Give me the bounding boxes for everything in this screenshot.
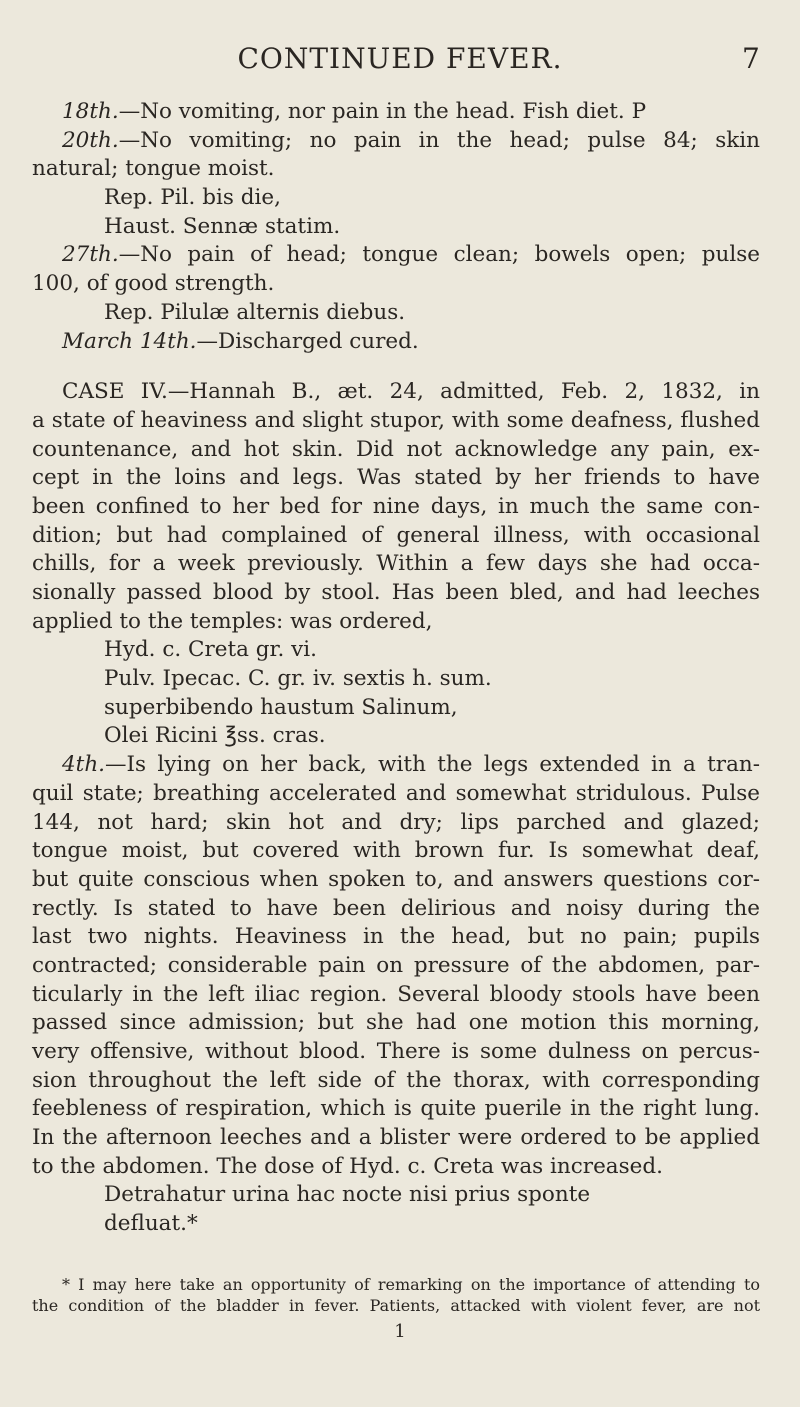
text-line	[32, 464, 760, 493]
line-text: 144, not hard; skin hot and dry; lips parched and glazed;	[32, 809, 760, 835]
text-line	[32, 1095, 760, 1124]
paragraph	[32, 299, 760, 328]
entry-date: 18th.	[62, 99, 119, 124]
paragraph	[32, 1181, 760, 1238]
text-line	[32, 213, 760, 242]
text-line	[32, 378, 760, 407]
text-line	[32, 241, 760, 270]
text-line	[32, 923, 760, 952]
line-text: Haust. Sennæ statim.	[104, 213, 341, 239]
line-text: feebleness of respiration, which is quite puerile in the right lung.	[32, 1096, 760, 1122]
line-text: quil state; breathing accelerated and somewhat stridulous. Pulse	[32, 780, 760, 806]
line-text: —No vomiting; no pain in the head; pulse 84; skin	[118, 127, 760, 153]
text-line	[32, 952, 760, 981]
entry-date: March 14th.	[62, 328, 197, 354]
line-text: 100, of good strength.	[32, 271, 275, 297]
text-line	[32, 299, 760, 328]
paragraph	[32, 127, 760, 184]
line-text: In the afternoon leeches and a blister were ordered to be applied	[32, 1125, 760, 1151]
paragraph	[32, 328, 760, 357]
line-text: last two nights. Heaviness in the head, but no pain; pupils	[32, 924, 760, 950]
text-line	[32, 694, 760, 723]
text-line	[32, 665, 760, 694]
line-text: been confined to her bed for nine days, in much the same con-	[32, 493, 760, 519]
text-line	[32, 550, 760, 579]
line-text: contracted; considerable pain on pressure of the abdomen, par-	[32, 952, 760, 978]
line-text: sion throughout the left side of the thorax, with corresponding	[32, 1067, 760, 1093]
paragraph	[32, 184, 760, 241]
paragraph	[32, 98, 760, 127]
text-line	[32, 493, 760, 522]
line-text: —No vomiting, nor pain in the head. Fish diet. P	[118, 99, 647, 124]
text-line	[32, 127, 760, 156]
line-text: to the abdomen. The dose of Hyd. c. Creta was increased.	[32, 1153, 663, 1179]
text-line	[32, 780, 760, 809]
text-line	[32, 1153, 760, 1182]
line-text: but quite conscious when spoken to, and answers questions cor-	[32, 866, 760, 892]
line-text: countenance, and hot skin. Did not acknowledge any pain, ex-	[32, 436, 760, 462]
text-line	[32, 270, 760, 299]
text-line	[32, 837, 760, 866]
line-text: Hyd. c. Creta gr. vi.	[104, 637, 317, 663]
line-text: sionally passed blood by stool. Has been bled, and had leeches	[32, 580, 760, 605]
line-text: passed since admission; but she had one motion this morning,	[32, 1010, 760, 1036]
line-text: cept in the loins and legs. Was stated by her friends to have	[32, 465, 760, 491]
text-line	[32, 866, 760, 895]
line-text: chills, for a week previously. Within a few days she had occa-	[32, 551, 760, 577]
text-line	[32, 751, 760, 780]
entry-date: 4th.	[62, 752, 105, 778]
line-text: Rep. Pilulæ alternis diebus.	[104, 299, 406, 325]
line-text: Pulv. Ipecac. C. gr. iv. sextis h. sum.	[104, 666, 492, 692]
line-text: tongue moist, but covered with brown fur. Is somewhat deaf,	[32, 838, 760, 864]
line-text: —Discharged cured.	[196, 328, 419, 354]
line-text: —Is lying on her back, with the legs extended in a tran-	[105, 752, 760, 778]
line-text: Detrahatur urina hac nocte nisi prius sponte	[104, 1182, 591, 1208]
line-text: CASE IV.—Hannah B., æt. 24, admitted, Feb. 2, 1832, in	[62, 379, 760, 405]
text-line	[32, 522, 760, 551]
text-line	[32, 608, 760, 637]
text-line	[32, 155, 760, 184]
line-text: ticularly in the left iliac region. Several bloody stools have been	[32, 981, 760, 1007]
page-number: 7	[742, 42, 760, 75]
footnote-line: the condition of the bladder in fever. Patients, attacked with violent fever, are not	[32, 1296, 760, 1315]
line-text: —No pain of head; tongue clean; bowels open; pulse	[118, 242, 760, 268]
line-text: applied to the temples: was ordered,	[32, 608, 433, 634]
line-text: dition; but had complained of general illness, with occasional	[32, 522, 760, 548]
line-text: Olei Ricini ℥ss. cras.	[104, 723, 326, 749]
paragraph	[32, 636, 760, 751]
paragraph	[32, 751, 760, 1181]
text-line	[32, 1009, 760, 1038]
text-line	[32, 1181, 760, 1210]
entry-date: 20th.	[62, 127, 119, 153]
footnote-line: * I may here take an opportunity of remarking on the importance of attending to	[62, 1275, 760, 1294]
line-text: very offensive, without blood. There is some dulness on percus-	[32, 1039, 760, 1064]
line-text: Rep. Pil. bis die,	[104, 185, 281, 211]
paragraph	[32, 378, 760, 636]
text-line	[32, 1210, 760, 1239]
paragraph	[32, 241, 760, 298]
text-line	[32, 579, 760, 608]
text-line	[32, 636, 760, 665]
line-text: natural; tongue moist.	[32, 156, 275, 182]
text-line	[32, 1124, 760, 1153]
text-line	[32, 328, 760, 357]
text-line	[32, 809, 760, 838]
page-header	[0, 42, 800, 82]
text-line	[32, 436, 760, 465]
text-line	[32, 895, 760, 924]
text-line	[32, 1038, 760, 1067]
line-text: defluat.*	[104, 1211, 198, 1237]
text-line	[32, 722, 760, 751]
signature-mark: 1	[394, 1321, 406, 1342]
text-line	[32, 981, 760, 1010]
line-text: a state of heaviness and slight stupor, with some deafness, flushed	[32, 407, 760, 433]
text-line	[32, 1067, 760, 1096]
paragraph-gap	[32, 356, 760, 378]
text-line	[32, 98, 760, 127]
text-line	[32, 407, 760, 436]
text-line	[32, 184, 760, 213]
line-text: superbibendo haustum Salinum,	[104, 694, 458, 720]
body-text	[32, 98, 760, 1239]
running-title: CONTINUED FEVER.	[237, 42, 563, 75]
footnote	[32, 1274, 760, 1316]
entry-date: 27th.	[62, 242, 119, 268]
line-text: rectly. Is stated to have been delirious and noisy during the	[32, 895, 760, 921]
